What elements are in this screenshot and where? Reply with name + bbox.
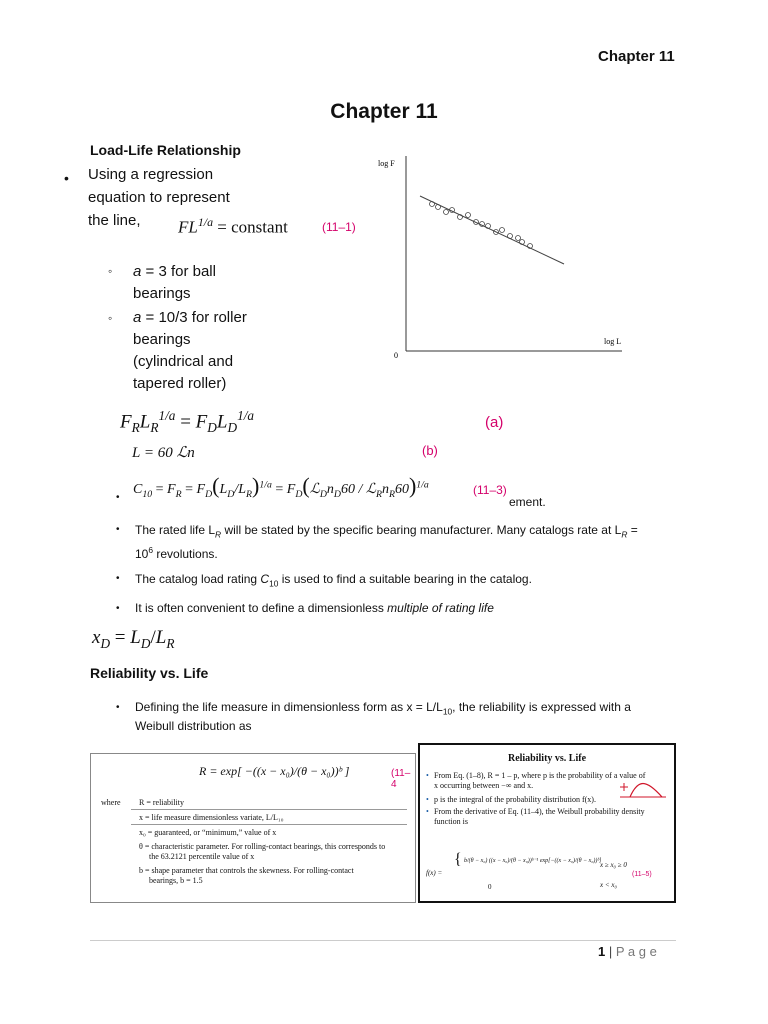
density-cond-bottom: x < x₀ — [600, 881, 617, 889]
bullet-dot: • — [116, 492, 120, 503]
density-bottom-case: 0 — [488, 883, 492, 891]
equation-label-11-1: (11–1) — [322, 220, 356, 234]
def-x0: x₀ = guaranteed, or “minimum,” value of x — [139, 828, 277, 837]
footer-rule — [90, 940, 676, 941]
sub-bullet-roller-line3: (cylindrical and — [133, 353, 234, 370]
slide-bullet-dot: • — [426, 795, 429, 804]
slide-bullet-2: p is the integral of the probability distribution f(x). — [434, 795, 596, 804]
graph-y-label: log F — [378, 159, 395, 168]
equation-b: L = 60 ℒn — [132, 445, 195, 461]
bullet-multiple-rating: It is often convenient to define a dimensionless multiple of rating life — [135, 601, 494, 615]
def-theta: θ = characteristic parameter. For rolling-contact bearings, this corresponds to — [139, 842, 386, 851]
graph-origin: 0 — [394, 351, 398, 360]
slide-bullet-dot: • — [426, 771, 429, 780]
equation-label-a: (a) — [485, 414, 504, 431]
sub-bullet-roller: a = 10/3 for roller — [133, 309, 247, 326]
density-cond-top: x ≥ x₀ ≥ 0 — [600, 861, 627, 869]
page-word: P a g e — [615, 944, 657, 959]
bullet-dot: • — [116, 524, 120, 535]
bullet-catalog-rating: The catalog load rating $C_{10}$ is used to find a suitable bearing in the catalog. — [135, 572, 532, 589]
density-f-label: f(x) = — [426, 869, 443, 877]
section-heading-load-life: Load-Life Relationship — [90, 142, 241, 158]
data-point — [466, 213, 471, 218]
sub-bullet-ball: a = 3 for ball — [133, 263, 216, 280]
where-label: where — [101, 798, 121, 807]
slide-bullet-dot: • — [426, 807, 429, 816]
slide-bullet-1: From Eq. (1–8), R = 1 – p, where p is the probability of a value of — [434, 771, 646, 780]
bullet-rated-life: The rated life $L_R$ will be stated by the specific bearing manufacturer. Many catalogs rate at $L_R$ = — [135, 523, 638, 540]
weibull-density-slide — [418, 743, 676, 903]
bullet-dot: • — [116, 702, 120, 713]
equation-a: $F_RL_R^{1/a} = F_DL_D^{1/a}$ — [120, 408, 255, 436]
bullet-dot: • — [116, 603, 120, 614]
sub-bullet-ball-line2: bearings — [133, 285, 191, 302]
def-x: x = life measure dimensionless variate, L/L₁₀ — [139, 813, 284, 822]
slide-bullet-1-line2: x occurring between −∞ and x. — [434, 781, 534, 790]
weibull-reliability-equation: R = exp[ −((x − x₀)/(θ − x₀))ᵇ ] — [199, 764, 350, 778]
sub-bullet-roller-line2: bearings — [133, 331, 191, 348]
def-theta-line2: the 63.2121 percentile value of x — [149, 852, 255, 861]
bullet-dot: • — [64, 170, 69, 186]
bullet-weibull: Defining the life measure in dimensionless form as $x = L/L_{10}$, the reliability is expressed with a — [135, 700, 631, 717]
weibull-definition-figure — [90, 753, 416, 903]
load-life-graph — [372, 152, 632, 368]
bullet-weibull-line2: Weibull distribution as — [135, 719, 252, 733]
def-b-line2: bearings, b = 1.5 — [149, 876, 203, 885]
slide-bullet-3: From the derivative of Eq. (11–4), the Weibull probability density — [434, 807, 645, 816]
bullet-regression-line3: the line, — [88, 212, 141, 229]
equation-xd: $x_D = L_D/L_R$ — [92, 627, 175, 651]
page-title: Chapter 11 — [330, 100, 438, 123]
data-point — [444, 210, 449, 215]
slide-title: Reliability vs. Life — [507, 753, 587, 764]
page-footer: 1 | P a g e — [598, 944, 657, 959]
slide-bullet-3-line2: function is — [434, 817, 468, 826]
data-point — [500, 228, 505, 233]
def-b: b = shape parameter that controls the skewness. For rolling-contact — [139, 866, 354, 875]
sub-bullet-roller-line4: tapered roller) — [133, 375, 227, 392]
bullet-dot: • — [116, 573, 120, 584]
data-point — [508, 234, 513, 239]
density-brace: { — [454, 851, 462, 868]
sub-bullet-marker: ◦ — [108, 264, 113, 278]
density-top-case: b/(θ − x₀) ((x − x₀)/(θ − x₀))ᵇ⁻¹ exp[−((x − x₀)/(θ − x₀))ᵇ] — [464, 858, 602, 864]
equation-11-3: $C_{10} = F_R = F_D(L_D/L_R)^{1/a}$ = $F_D(ℒ_Dn_D60$ / $ℒ_Rn_R60)^{1/a}$ — [133, 473, 429, 500]
divider — [131, 824, 407, 825]
equation-label-b: (b) — [422, 443, 438, 458]
data-point — [436, 205, 441, 210]
equation-11-1: $FL^{1/a}$ = constant — [178, 215, 288, 237]
graph-x-label: log L — [604, 337, 622, 346]
bullet-rated-life-line2: $10^6$ revolutions. — [135, 545, 218, 561]
handwritten-distribution-sketch — [616, 777, 672, 803]
regression-line — [420, 196, 564, 264]
data-point — [430, 202, 435, 207]
running-header: Chapter 11 — [598, 48, 675, 65]
bullet-regression-line2: equation to represent — [88, 189, 230, 206]
bullet-obscured-tail: ement. — [509, 495, 546, 509]
equation-label-11-5: (11–5) — [632, 871, 652, 878]
equation-label-11-4: (11–4 — [391, 768, 411, 790]
page-number: 1 — [598, 944, 606, 959]
section-heading-reliability: Reliability vs. Life — [90, 665, 209, 681]
bullet-regression-line1: Using a regression — [88, 166, 214, 183]
data-point — [516, 236, 521, 241]
def-r: R = reliability — [139, 798, 184, 807]
equation-label-11-3: (11–3) — [473, 483, 507, 497]
divider — [131, 809, 407, 810]
sub-bullet-marker: ◦ — [108, 311, 113, 325]
